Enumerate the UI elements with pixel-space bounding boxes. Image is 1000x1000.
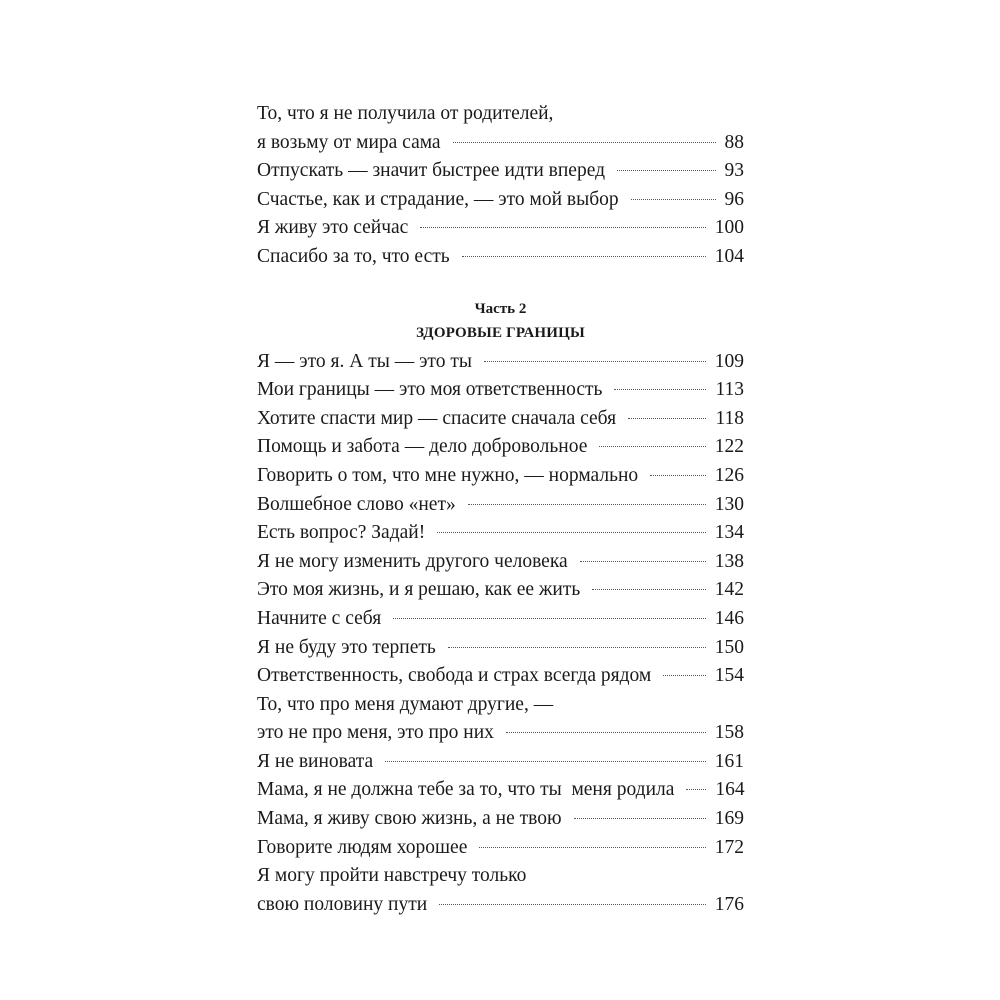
toc-entry-line (257, 891, 744, 920)
toc-entry-title: Мои границы — это моя ответственность (257, 379, 603, 401)
dot-leader (420, 227, 705, 228)
toc-entry-title-line: То, что про меня думают другие, — (257, 693, 554, 715)
toc-entry[interactable] (257, 776, 744, 805)
toc-page-number: 126 (714, 464, 744, 486)
toc-entry[interactable] (257, 548, 744, 577)
toc-entry-title: Я не виновата (257, 750, 374, 772)
toc-section-top (257, 100, 744, 272)
toc-entry-title: Волшебное слово «нет» (257, 493, 456, 515)
toc-entry-line (257, 243, 744, 272)
toc-entry-title: свою половину пути (257, 893, 428, 915)
toc-entry-line (257, 186, 744, 215)
table-of-contents (257, 100, 744, 919)
dot-leader (393, 618, 706, 619)
toc-entry-title-line: То, что я не получила от родителей, (257, 103, 554, 124)
toc-entry-title: Это моя жизнь, и я решаю, как ее жить (257, 579, 581, 601)
toc-page-number: 113 (715, 379, 744, 401)
toc-entry-line (257, 405, 744, 434)
dot-leader (479, 847, 705, 848)
toc-entry[interactable] (257, 519, 744, 548)
dot-leader (506, 732, 706, 733)
toc-page-number: 161 (714, 750, 744, 772)
dot-leader (617, 170, 715, 171)
toc-page-number: 154 (714, 665, 744, 687)
toc-entry-title: Мама, я живу свою жизнь, а не твою (257, 808, 562, 830)
toc-entry[interactable] (257, 433, 744, 462)
toc-entry[interactable] (257, 157, 744, 186)
toc-entry-line (257, 157, 744, 186)
toc-entry-title: Счастье, как и страдание, — это мой выбор (257, 188, 619, 210)
toc-entry-title: я возьму от мира сама (257, 131, 441, 153)
toc-entry[interactable] (257, 748, 744, 777)
toc-entry-line (257, 719, 744, 748)
toc-entry-line (257, 576, 744, 605)
dot-leader (599, 446, 705, 447)
toc-entry[interactable] (257, 834, 744, 863)
part-heading: Часть 2 (474, 300, 527, 317)
toc-entry-title: Хотите спасти мир — спасите сначала себя (257, 407, 617, 429)
toc-entry[interactable] (257, 634, 744, 663)
toc-page-number: 93 (724, 160, 744, 182)
toc-entry[interactable] (257, 576, 744, 605)
toc-page-number: 150 (714, 636, 744, 658)
toc-page-number: 158 (714, 722, 744, 744)
toc-entry-line (257, 376, 744, 405)
dot-leader (448, 647, 706, 648)
toc-entry-line (257, 834, 744, 863)
toc-page-number: 88 (724, 131, 744, 153)
toc-page-number: 122 (714, 436, 744, 458)
toc-page-number: 104 (714, 245, 744, 267)
toc-entry-title: Отпускать — значит быстрее идти вперед (257, 160, 606, 182)
dot-leader (628, 418, 706, 419)
dot-leader (574, 818, 706, 819)
dot-leader (437, 532, 706, 533)
toc-entry[interactable] (257, 662, 744, 691)
toc-entry-title: Я — это я. А ты — это ты (257, 350, 472, 372)
toc-entry[interactable] (257, 376, 744, 405)
toc-page-number: 164 (715, 779, 745, 801)
dot-leader (439, 904, 706, 905)
toc-entry-title: Ответственность, свобода и страх всегда рядом (257, 665, 652, 687)
dot-leader (614, 389, 706, 390)
toc-entry-title: Я не буду это терпеть (257, 636, 436, 658)
toc-page-number: 142 (714, 579, 744, 601)
toc-page-number: 138 (714, 550, 744, 572)
toc-page-number: 109 (714, 350, 744, 372)
toc-entry[interactable] (257, 100, 744, 157)
toc-entry[interactable] (257, 491, 744, 520)
toc-page-number: 100 (714, 217, 744, 239)
toc-page-number: 118 (715, 407, 744, 429)
toc-entry[interactable] (257, 462, 744, 491)
dot-leader (453, 142, 716, 143)
toc-entry-title: Начните с себя (257, 607, 382, 629)
dot-leader (686, 789, 706, 790)
toc-section-part2 (257, 348, 744, 920)
toc-entry[interactable] (257, 405, 744, 434)
toc-entry[interactable] (257, 243, 744, 272)
dot-leader (631, 199, 716, 200)
toc-entry-title: Говорить о том, что мне нужно, — нормально (257, 464, 639, 486)
dot-leader (663, 675, 706, 676)
dot-leader (592, 589, 705, 590)
toc-entry[interactable] (257, 348, 744, 377)
dot-leader (385, 761, 706, 762)
toc-entry-title: Помощь и забота — дело добровольное (257, 436, 588, 458)
toc-entry-title: Я не могу изменить другого человека (257, 550, 568, 572)
toc-entry-line (257, 805, 744, 834)
toc-entry[interactable] (257, 214, 744, 243)
toc-entry[interactable] (257, 862, 744, 919)
toc-entry-line (257, 462, 744, 491)
toc-entry[interactable] (257, 691, 744, 748)
toc-entry-title: Мама, я не должна тебе за то, что ты меня родила (257, 779, 675, 801)
toc-entry-line (257, 491, 744, 520)
toc-entry-line (257, 214, 744, 243)
toc-entry-line (257, 662, 744, 691)
toc-entry-title: Я живу это сейчас (257, 217, 409, 239)
toc-entry-title: это не про меня, это про них (257, 722, 494, 744)
toc-entry[interactable] (257, 186, 744, 215)
toc-entry-line (257, 748, 744, 777)
dot-leader (484, 361, 706, 362)
toc-entry-line (257, 519, 744, 548)
toc-page-number: 134 (714, 522, 744, 544)
dot-leader (462, 256, 706, 257)
toc-entry-title: Спасибо за то, что есть (257, 245, 450, 267)
dot-leader (580, 561, 706, 562)
dot-leader (650, 475, 706, 476)
toc-entry-title: Говорите людям хорошее (257, 836, 468, 858)
toc-entry-line (257, 634, 744, 663)
toc-page-number: 130 (714, 493, 744, 515)
toc-entry[interactable] (257, 805, 744, 834)
toc-page-number: 96 (724, 188, 744, 210)
part-title: ЗДОРОВЫЕ ГРАНИЦЫ (416, 324, 585, 341)
toc-entry-line (257, 348, 744, 377)
toc-entry-line (257, 548, 744, 577)
toc-entry-title-line: Я могу пройти навстречу только (257, 865, 527, 887)
toc-page-number: 169 (714, 808, 744, 830)
toc-page-number: 146 (714, 607, 744, 629)
toc-entry-line (257, 129, 744, 158)
toc-entry-title: Есть вопрос? Задай! (257, 522, 426, 544)
toc-entry-line (257, 433, 744, 462)
toc-entry-line (257, 776, 744, 805)
toc-entry-line (257, 605, 744, 634)
toc-page-number: 172 (714, 836, 744, 858)
dot-leader (468, 504, 706, 505)
toc-entry[interactable] (257, 605, 744, 634)
toc-page-number: 176 (714, 893, 744, 915)
